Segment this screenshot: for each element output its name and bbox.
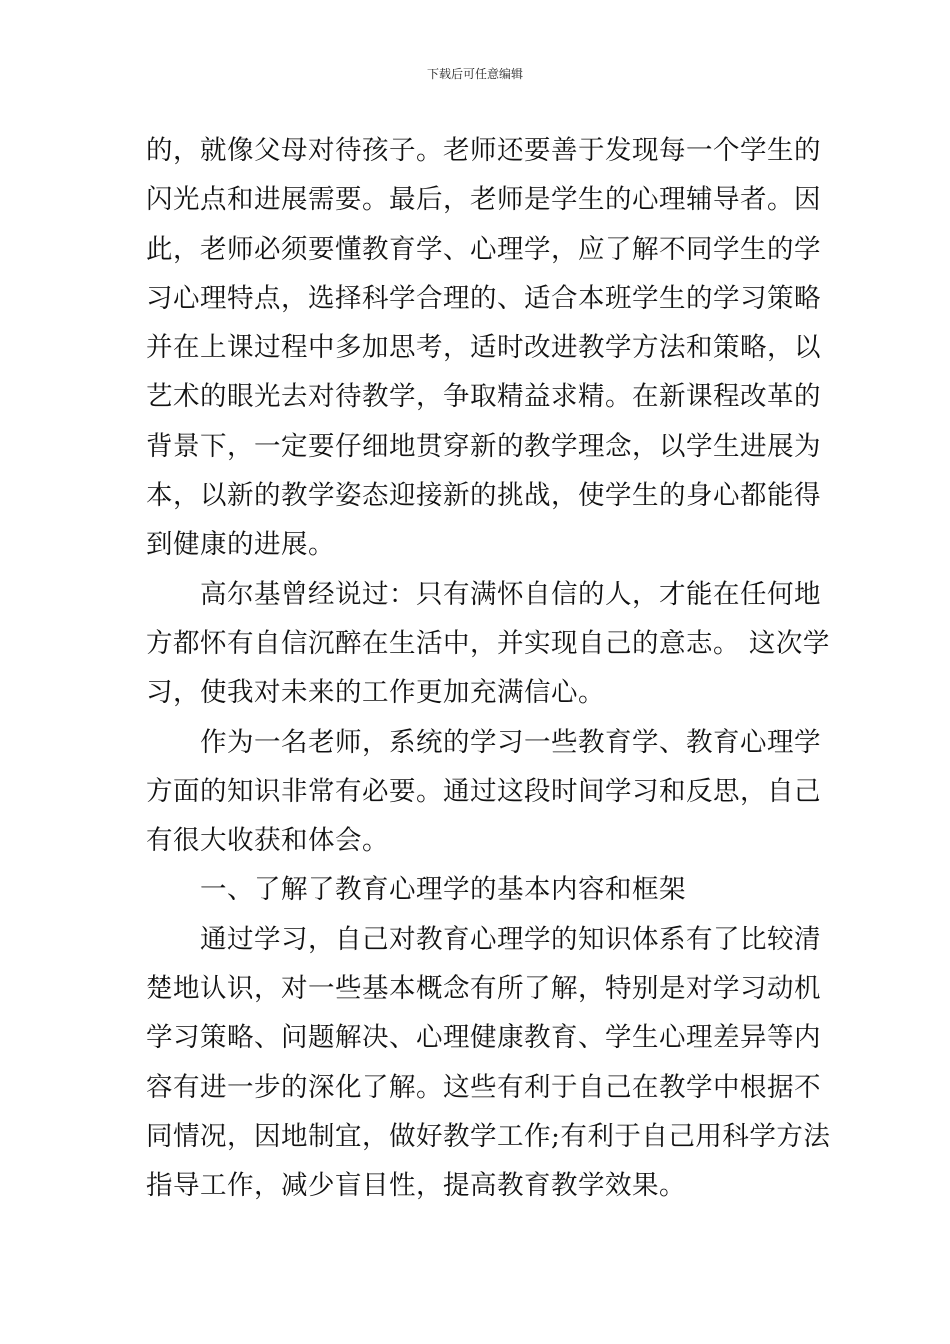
text-line: 习，使我对未来的工作更加充满信心。 <box>146 677 605 709</box>
page-header: 下载后可任意编辑 <box>426 67 523 81</box>
text-line: 高尔基曾经说过：只有满怀自信的人，才能在任何地 <box>146 578 821 610</box>
text-line: 本，以新的教学姿态迎接新的挑战，使学生的身心都能得 <box>146 480 821 512</box>
text-line: 指导工作，减少盲目性，提高教育教学效果。 <box>146 1170 686 1202</box>
section-heading: 一、了解了教育心理学的基本内容和框架 <box>146 874 686 906</box>
text-line: 作为一名老师，系统的学习一些教育学、教育心理学 <box>146 726 821 758</box>
text-line: 方都怀有自信沉醉在生活中，并实现自己的意志。 这次学 <box>146 627 830 659</box>
document-body <box>146 126 831 1211</box>
text-line: 到健康的进展。 <box>146 529 335 561</box>
text-line: 有很大收获和体会。 <box>146 825 389 857</box>
text-line: 方面的知识非常有必要。通过这段时间学习和反思，自己 <box>146 775 821 807</box>
text-line: 背景下，一定要仔细地贯穿新的教学理念，以学生进展为 <box>146 430 821 462</box>
text-line: 学习策略、问题解决、心理健康教育、学生心理差异等内 <box>146 1022 821 1054</box>
text-line: 容有进一步的深化了解。这些有利于自己在教学中根据不 <box>146 1071 821 1103</box>
text-line: 同情况，因地制宜，做好教学工作;有利于自己用科学方法 <box>146 1120 831 1152</box>
text-line: 并在上课过程中多加思考，适时改进教学方法和策略，以 <box>146 332 821 364</box>
text-line: 的，就像父母对待孩子。老师还要善于发现每一个学生的 <box>146 135 821 166</box>
text-line: 习心理特点，选择科学合理的、适合本班学生的学习策略 <box>146 282 821 314</box>
text-line: 楚地认识，对一些基本概念有所了解，特别是对学习动机 <box>146 973 821 1005</box>
text-line: 通过学习，自己对教育心理学的知识体系有了比较清 <box>146 923 821 955</box>
text-line: 艺术的眼光去对待教学，争取精益求精。在新课程改革的 <box>146 381 821 413</box>
text-line: 此，老师必须要懂教育学、心理学，应了解不同学生的学 <box>146 233 821 265</box>
text-line: 闪光点和进展需要。最后，老师是学生的心理辅导者。因 <box>146 184 821 216</box>
